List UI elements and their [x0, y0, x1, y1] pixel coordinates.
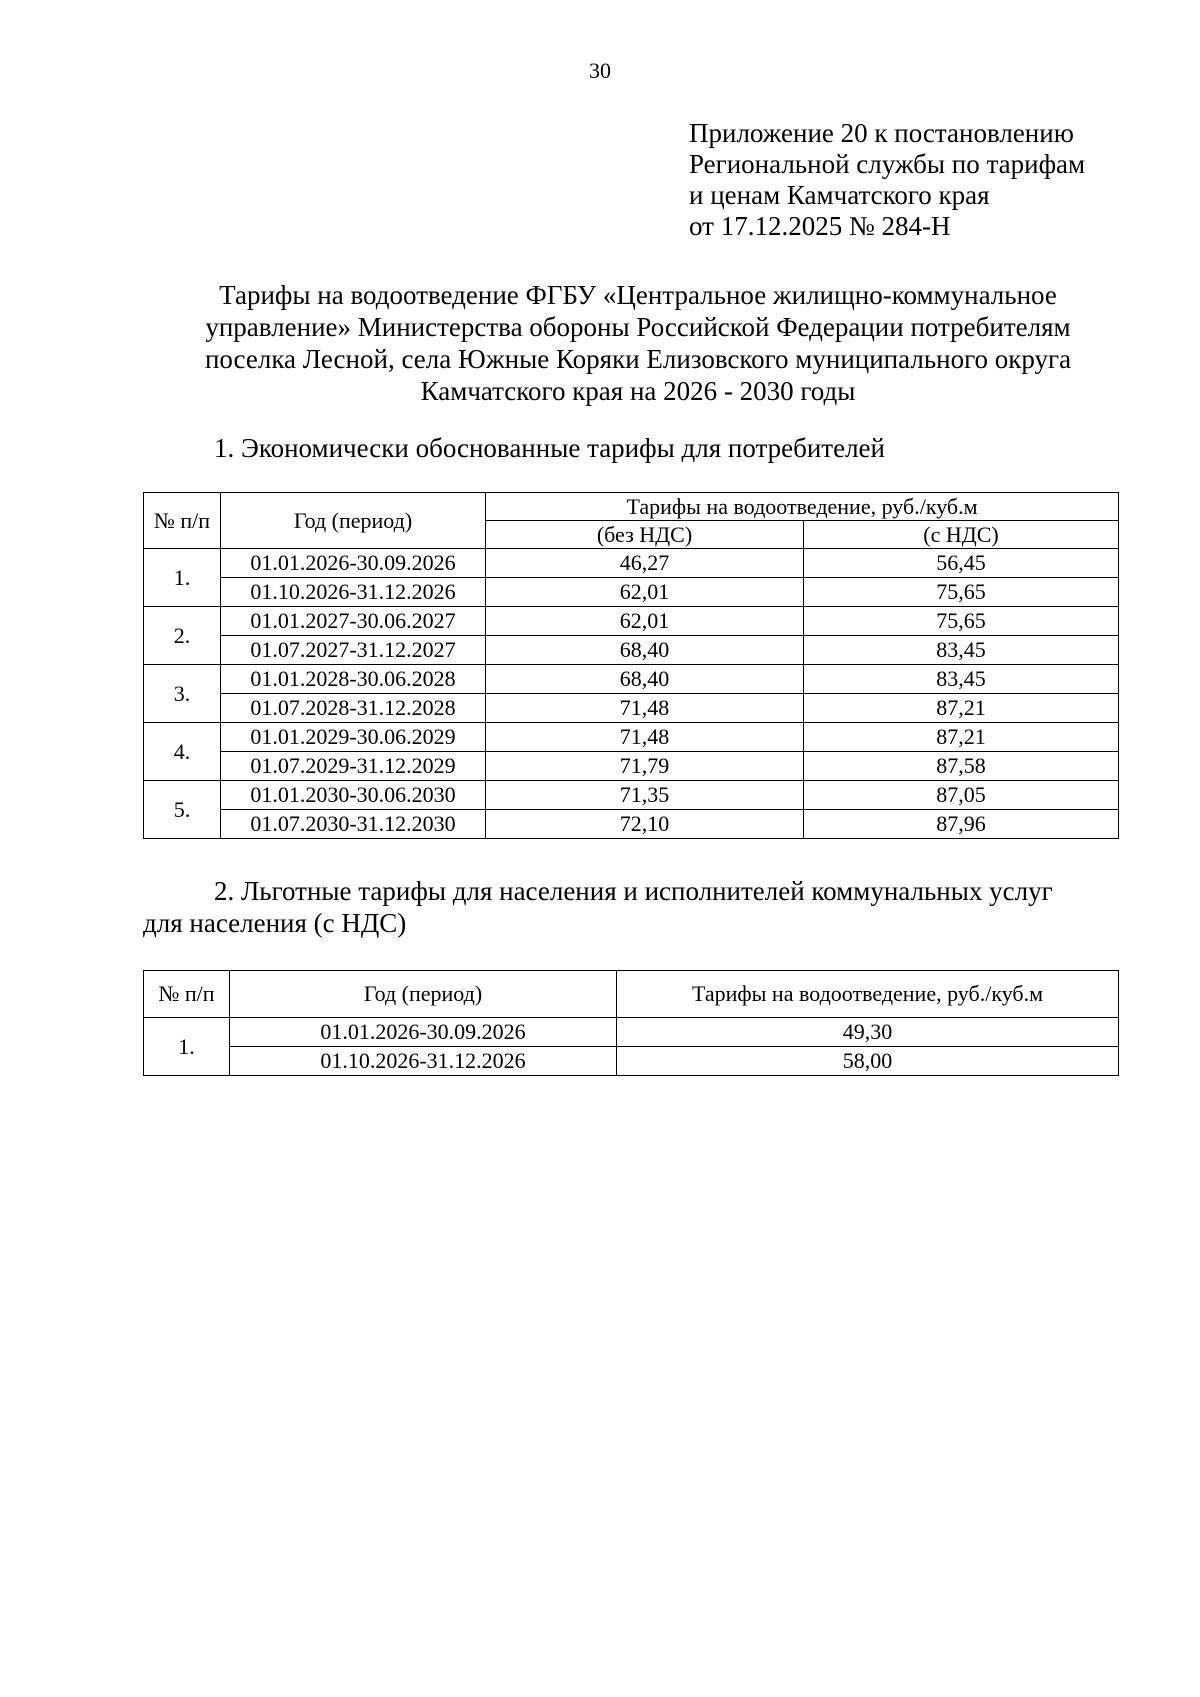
- row-no-vat: 71,48: [486, 723, 804, 752]
- row-num: 1.: [144, 549, 221, 607]
- row-no-vat: 71,35: [486, 781, 804, 810]
- document-title: [143, 279, 1133, 407]
- section2-heading: [143, 875, 1123, 939]
- appendix-line: Приложение 20 к постановлению: [689, 118, 1074, 148]
- row-period: 01.10.2026-31.12.2026: [230, 1047, 617, 1076]
- table-header-row: [144, 493, 1119, 521]
- row-no-vat: 68,40: [486, 636, 804, 665]
- row-no-vat: 71,79: [486, 752, 804, 781]
- row-period: 01.01.2026-30.09.2026: [221, 549, 486, 578]
- row-value: 49,30: [617, 1018, 1119, 1047]
- row-with-vat: 83,45: [804, 665, 1119, 694]
- row-period: 01.07.2027-31.12.2027: [221, 636, 486, 665]
- table-row: [144, 607, 1119, 636]
- row-with-vat: 87,21: [804, 694, 1119, 723]
- row-num: 3.: [144, 665, 221, 723]
- row-period: 01.10.2026-31.12.2026: [221, 578, 486, 607]
- row-with-vat: 87,96: [804, 810, 1119, 839]
- header-with-vat: (с НДС): [804, 521, 1119, 549]
- row-with-vat: 87,58: [804, 752, 1119, 781]
- header-period: Год (период): [221, 493, 486, 549]
- appendix-reference: [689, 118, 1085, 242]
- row-period: 01.07.2028-31.12.2028: [221, 694, 486, 723]
- table-row: [144, 549, 1119, 578]
- table-row: [144, 1047, 1119, 1076]
- row-period: 01.07.2029-31.12.2029: [221, 752, 486, 781]
- title-line: Камчатского края на 2026 - 2030 годы: [420, 376, 856, 406]
- section2-heading-line: 2. Льготные тарифы для населения и исполнителей коммунальных услуг: [214, 876, 1053, 906]
- header-period: Год (период): [230, 971, 617, 1018]
- header-num: № п/п: [144, 493, 221, 549]
- row-with-vat: 56,45: [804, 549, 1119, 578]
- table-row: [144, 578, 1119, 607]
- row-num: 5.: [144, 781, 221, 839]
- row-no-vat: 72,10: [486, 810, 804, 839]
- table-row: [144, 694, 1119, 723]
- row-num: 1.: [144, 1018, 230, 1076]
- appendix-line: и ценам Камчатского края: [689, 180, 990, 210]
- table-row: [144, 636, 1119, 665]
- row-value: 58,00: [617, 1047, 1119, 1076]
- row-period: 01.01.2028-30.06.2028: [221, 665, 486, 694]
- table-row: [144, 1018, 1119, 1047]
- appendix-line: от 17.12.2025 № 284-Н: [689, 211, 951, 241]
- header-tariffs: Тарифы на водоотведение, руб./куб.м: [486, 493, 1119, 521]
- row-period: 01.07.2030-31.12.2030: [221, 810, 486, 839]
- row-period: 01.01.2027-30.06.2027: [221, 607, 486, 636]
- row-no-vat: 62,01: [486, 578, 804, 607]
- page-number: 30: [589, 58, 611, 83]
- table-row: [144, 752, 1119, 781]
- row-no-vat: 46,27: [486, 549, 804, 578]
- table-row: [144, 810, 1119, 839]
- header-no-vat: (без НДС): [486, 521, 804, 549]
- title-line: поселка Лесной, села Южные Коряки Елизовского муниципального округа: [204, 344, 1072, 374]
- row-with-vat: 87,21: [804, 723, 1119, 752]
- row-no-vat: 71,48: [486, 694, 804, 723]
- economic-tariffs-table: [143, 492, 1119, 839]
- title-line: управление» Министерства обороны Российской Федерации потребителям: [205, 312, 1071, 342]
- row-num: 4.: [144, 723, 221, 781]
- preferential-tariffs-table: [143, 970, 1119, 1076]
- table-row: [144, 723, 1119, 752]
- row-period: 01.01.2029-30.06.2029: [221, 723, 486, 752]
- title-line: Тарифы на водоотведение ФГБУ «Центральное жилищно-коммунальное: [219, 280, 1057, 310]
- row-with-vat: 75,65: [804, 607, 1119, 636]
- table-header-row: [144, 971, 1119, 1018]
- row-period: 01.01.2030-30.06.2030: [221, 781, 486, 810]
- row-with-vat: 87,05: [804, 781, 1119, 810]
- row-with-vat: 75,65: [804, 578, 1119, 607]
- row-period: 01.01.2026-30.09.2026: [230, 1018, 617, 1047]
- appendix-line: Региональной службы по тарифам: [689, 149, 1086, 179]
- header-num: № п/п: [144, 971, 230, 1018]
- table-row: [144, 665, 1119, 694]
- row-no-vat: 62,01: [486, 607, 804, 636]
- section1-heading: 1. Экономически обоснованные тарифы для потребителей: [214, 433, 885, 463]
- row-with-vat: 83,45: [804, 636, 1119, 665]
- table-row: [144, 781, 1119, 810]
- row-num: 2.: [144, 607, 221, 665]
- row-no-vat: 68,40: [486, 665, 804, 694]
- header-tariff: Тарифы на водоотведение, руб./куб.м: [617, 971, 1119, 1018]
- section2-heading-line: для населения (с НДС): [143, 908, 407, 938]
